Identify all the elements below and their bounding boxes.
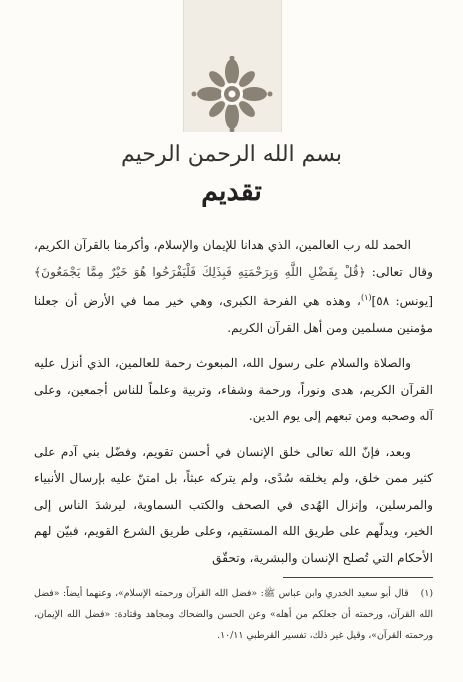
footnote-number: (١): [420, 588, 433, 599]
main-text: [34, 232, 433, 580]
footnote: [34, 583, 433, 646]
paragraph-1-text-b: ، وهذه هي الفرحة الكبرى، وهي خير مما في الأرض أن جعلنا مؤمنين مسلمين ومن أهل القرآن الكريم.: [34, 294, 433, 335]
quran-verse: ﴿قُلْ بِفَضْلِ اللَّهِ وَبِرَحْمَتِهِ فَبِذَلِكَ فَلْيَفْرَحُوا هُوَ خَيْرٌ مِمَّا يَجْمَعُونَ﴾: [34, 264, 366, 279]
basmala: بسم الله الرحمن الرحيم: [120, 142, 343, 167]
paragraph-1: [34, 232, 433, 341]
footnote-text: قال أبو سعيد الخدري وابن عباس ﷺ: «فضل الله القرآن ورحمته الإسلام»، وعنهما أيضاً: «فضل الله القرآن، ورحمته أن جعلكم من أهله» وعن الحسن والضحاك ومجاهد وقتادة: «فضل الله الإيمان، ورحمته القرآن»، وقيل غير ذلك، تفسير القرطبي ١٠/١١.: [34, 588, 433, 641]
paragraph-1-text-a: الحمد لله رب العالمين، الذي هدانا للإيمان والإسلام، وأكرمنا بالقرآن الكريم، وقال تعالى:: [34, 238, 434, 279]
paragraph-2: والصلاة والسلام على رسول الله، المبعوث رحمة للعالمين، الذي أنزل عليه القرآن الكريم، هدى ونوراً، ورحمة وشفاء، وتربية وعلماً للناس أجمعين، وعلى آله وصحبه ومن تبعهم إلى يوم الدين.: [34, 356, 433, 424]
verse-reference: [يونس: ٥٨]: [371, 294, 433, 309]
footnote-reference: (١): [360, 293, 372, 302]
page-title: تقديم: [201, 176, 262, 207]
footnote-divider: [283, 577, 433, 578]
paragraph-3: وبعد، فإنّ الله تعالى خلق الإنسان في أحسن تقويم، وفضّل بني آدم على كثير ممن خلق، ولم يخلقه سُدًى، ولم يتركه عبثاً، بل امتنّ عليه بإرسال الأنبياء والمرسلين، وإنزال الهُدى في الصحف والكتب السماوية، ليرشدَ الناس إلى الخير، ويدلّهم على طريق الله المستقيم، وعلى طريق الشرع القويم، فبيّن لهم الأحكام التي تُصلح الإنسان والبشرية، وتحقّق: [34, 444, 433, 565]
floral-ornament-icon: [190, 56, 274, 132]
